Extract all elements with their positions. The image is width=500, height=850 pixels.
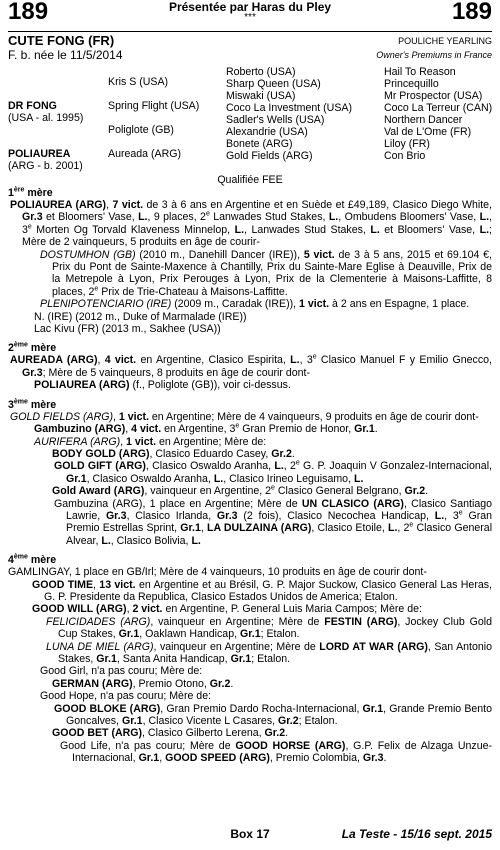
lot-number-left: 189 bbox=[8, 0, 49, 25]
horse-name: CUTE FONG (FR) bbox=[8, 33, 115, 48]
produce-entry: Good Girl, n'a pas couru; Mère de: bbox=[40, 665, 203, 678]
pedigree-g3: Sharp Queen (USA) bbox=[226, 78, 321, 90]
horse-sex: POULICHE YEARLING bbox=[398, 36, 492, 46]
produce-entry: AURIFERA (ARG), 1 vict. en Argentine; Mère de: bbox=[34, 435, 267, 448]
page-footer bbox=[8, 828, 492, 846]
stars-rating: *** bbox=[244, 12, 256, 23]
pedigree-g4: Val de L'Ome (FR) bbox=[384, 126, 472, 138]
produce-entry: Gold Award (ARG), vainqueur en Argentine, 2e Clasico General Belgrano, Gr.2. bbox=[52, 484, 429, 498]
section-heading-3: 3ème mère bbox=[8, 398, 57, 411]
pedigree-g3: Alexandrie (USA) bbox=[226, 126, 308, 138]
pedigree-g4: Liloy (FR) bbox=[384, 138, 430, 150]
qualification: Qualifiée FEE bbox=[217, 174, 283, 186]
produce-entry: FELICIDADES (ARG), vainqueur en Argentine; Mère de FESTIN (ARG), Jockey Club Gold Cup Stakes, Gr.1, Oaklawn Handicap, Gr.1; Etalon. bbox=[46, 615, 492, 641]
produce-entry: N. (IRE) (2012 m., Duke of Marmalade (IRE)) bbox=[34, 310, 247, 323]
produce-entry: GOOD WILL (ARG), 2 vict. en Argentine, P. General Luis Maria Campos; Mère de: bbox=[32, 603, 422, 616]
produce-entry: GERMAN (ARG), Premio Otono, Gr.2. bbox=[52, 677, 234, 690]
header-rule bbox=[8, 31, 492, 32]
pedigree-g3: Miswaki (USA) bbox=[226, 90, 296, 102]
pedigree-g4: Coco La Terreur (CAN) bbox=[384, 102, 493, 114]
produce-entry: DOSTUMHON (GB) (2010 m., Danehill Dancer (IRE)), 5 vict. de 3 à 5 ans, 2015 et 69.104 €, Prix du Pont de Sainte-Maxence à Chantilly, Prix du Sainte-Mare Eglise à Deauville, Prix de la Metrepole à Lyon, Prix Perouges à Lyon, Prix de la Clementerie à Maisons-Laffitte, 8 places, 2e Prix de Trie-Chateau à Maisons-Laffitte. bbox=[40, 248, 492, 298]
lot-number-right: 189 bbox=[451, 0, 492, 25]
page-header bbox=[8, 0, 492, 28]
produce-entry: Good Life, n'a pas couru; Mère de GOOD HORSE (ARG), G.P. Felix de Alzaga Unzue-Internacional, Gr.1, GOOD SPEED (ARG), Premio Colombia, Gr.3. bbox=[60, 739, 493, 765]
produce-record bbox=[8, 187, 492, 765]
second-dam-paragraph: AUREADA (ARG), 4 vict. en Argentine, Clasico Espirita, L., 3e Clasico Manuel F y Emilio Gnecco, Gr.3; Mère de 5 vainqueurs, 8 produits en âge de courir dont- bbox=[10, 353, 492, 379]
fourth-dam-paragraph: GAMLINGAY, 1 place en GB/Irl; Mère de 4 vainqueurs, 10 produits en âge de courir dont- bbox=[8, 566, 427, 579]
pedigree-dam: POLIAUREA bbox=[8, 148, 71, 160]
pedigree-g2: Spring Flight (USA) bbox=[108, 100, 200, 112]
produce-entry: GOOD TIME, 13 vict. en Argentine et au Brésil, G. P. Major Suckow, Clasico General Las Heras, G. P. Presidente da Republica, Clasico Estados Unidos de America; Etalon. bbox=[32, 578, 492, 603]
owner-premium-note: Owner's Premiums in France bbox=[376, 50, 492, 60]
section-heading-2: 2ème mère bbox=[8, 341, 57, 355]
section-heading-4: 4ème mère bbox=[8, 553, 57, 567]
produce-entry: GOLD GIFT (ARG), Clasico Oswaldo Aranha, L., 2e G. P. Joaquin V Gonzalez-Internacional, Gr.1, Clasico Oswaldo Aranha, L., Clasico Irineo Leguisamo, L. bbox=[54, 459, 492, 485]
first-dam-paragraph: POLIAUREA (ARG), 7 vict. de 3 à 6 ans en Argentine et en Suède et £49,189, Clasico Diego White, Gr.3 et Bloomers' Vase, L., 9 places, 2e Lanwades Stud Stakes, L., Ombudens Bloomers' Vase, L., 3e Morten Og Torvald Klaveness Minnelop, L., Lanwades Stud Stakes, L. et Bloomers' Vase, L.; Mère de 2 vainqueurs, 5 produits en âge de courir- bbox=[10, 199, 492, 249]
produce-entry: Gambuzino (ARG), 4 vict. en Argentine, 3e Gran Premio de Honor, Gr.1. bbox=[34, 422, 378, 436]
box-number: Box 17 bbox=[230, 827, 270, 841]
horse-birth: F. b. née le 11/5/2014 bbox=[8, 48, 123, 62]
produce-entry: BODY GOLD (ARG), Clasico Eduardo Casey, Gr.2. bbox=[52, 447, 295, 460]
pedigree-g4: Mr Prospector (USA) bbox=[384, 90, 483, 102]
produce-entry: LUNA DE MIEL (ARG), vainqueur en Argentine; Mère de LORD AT WAR (ARG), San Antonio Stakes, Gr.1, Santa Anita Handicap, Gr.1; Etalon. bbox=[46, 640, 492, 665]
pedigree-g4: Hail To Reason bbox=[384, 66, 456, 78]
pedigree-table bbox=[8, 66, 492, 186]
produce-entry: POLIAUREA (ARG) (f., Poliglote (GB)), voir ci-dessus. bbox=[34, 379, 291, 392]
pedigree-g2: Aureada (ARG) bbox=[108, 148, 182, 160]
pedigree-g2: Kris S (USA) bbox=[108, 76, 169, 88]
presenter: Présentée par Haras du Pley bbox=[168, 0, 332, 14]
pedigree-dam-info: (ARG - b. 2001) bbox=[8, 160, 83, 172]
pedigree-sire: DR FONG bbox=[8, 100, 57, 112]
produce-entry: Gambuzina (ARG), 1 place en Argentine; Mère de UN CLASICO (ARG), Clasico Santiago Lawrie, Gr.3, Clasico Irlanda, Gr.3 (2 fois), Clasico Necochea Handicap, L., 3e Gran Premio Estrellas Sprint, Gr.1, LA DULZAINA (ARG), Clasico Etoile, L., 2e Clasico General Alvear, L., Clasico Bolivia, L. bbox=[54, 497, 493, 547]
produce-entry: Lac Kivu (FR) (2013 m., Sakhee (USA)) bbox=[34, 323, 221, 336]
pedigree-g4: Northern Dancer bbox=[384, 114, 463, 126]
pedigree-g4: Princequillo bbox=[384, 78, 439, 90]
produce-entry: PLENIPOTENCIARIO (IRE) (2009 m., Caradak (IRE)), 1 vict. à 2 ans en Espagne, 1 place. bbox=[40, 298, 470, 311]
pedigree-g4: Con Brio bbox=[384, 150, 426, 162]
produce-entry: GOOD BLOKE (ARG), Gran Premio Dardo Rocha-Internacional, Gr.1, Grande Premio Bento Goncalves, Gr.1, Clasico Vicente L Casares, Gr.2; Etalon. bbox=[54, 702, 492, 728]
pedigree-sire-info: (USA - al. 1995) bbox=[8, 112, 84, 124]
pedigree-g3: Coco La Investment (USA) bbox=[226, 102, 352, 114]
section-heading-1: 1ère mère bbox=[8, 186, 53, 199]
sale-place-date: La Teste - 15/16 sept. 2015 bbox=[341, 827, 492, 841]
produce-entry: GOOD BET (ARG), Clasico Gilberto Lerena, Gr.2. bbox=[52, 727, 289, 740]
pedigree-g3: Gold Fields (ARG) bbox=[226, 150, 313, 162]
pedigree-g3: Roberto (USA) bbox=[226, 66, 296, 78]
third-dam-paragraph: GOLD FIELDS (ARG), 1 vict. en Argentine; Mère de 4 vainqueurs, 9 produits en âge de courir dont- bbox=[10, 410, 479, 423]
pedigree-g2: Poliglote (GB) bbox=[108, 124, 174, 136]
pedigree-g3: Bonete (ARG) bbox=[226, 138, 293, 150]
pedigree-g3: Sadler's Wells (USA) bbox=[226, 114, 325, 126]
produce-entry: Good Hope, n'a pas couru; Mère de: bbox=[40, 690, 212, 703]
